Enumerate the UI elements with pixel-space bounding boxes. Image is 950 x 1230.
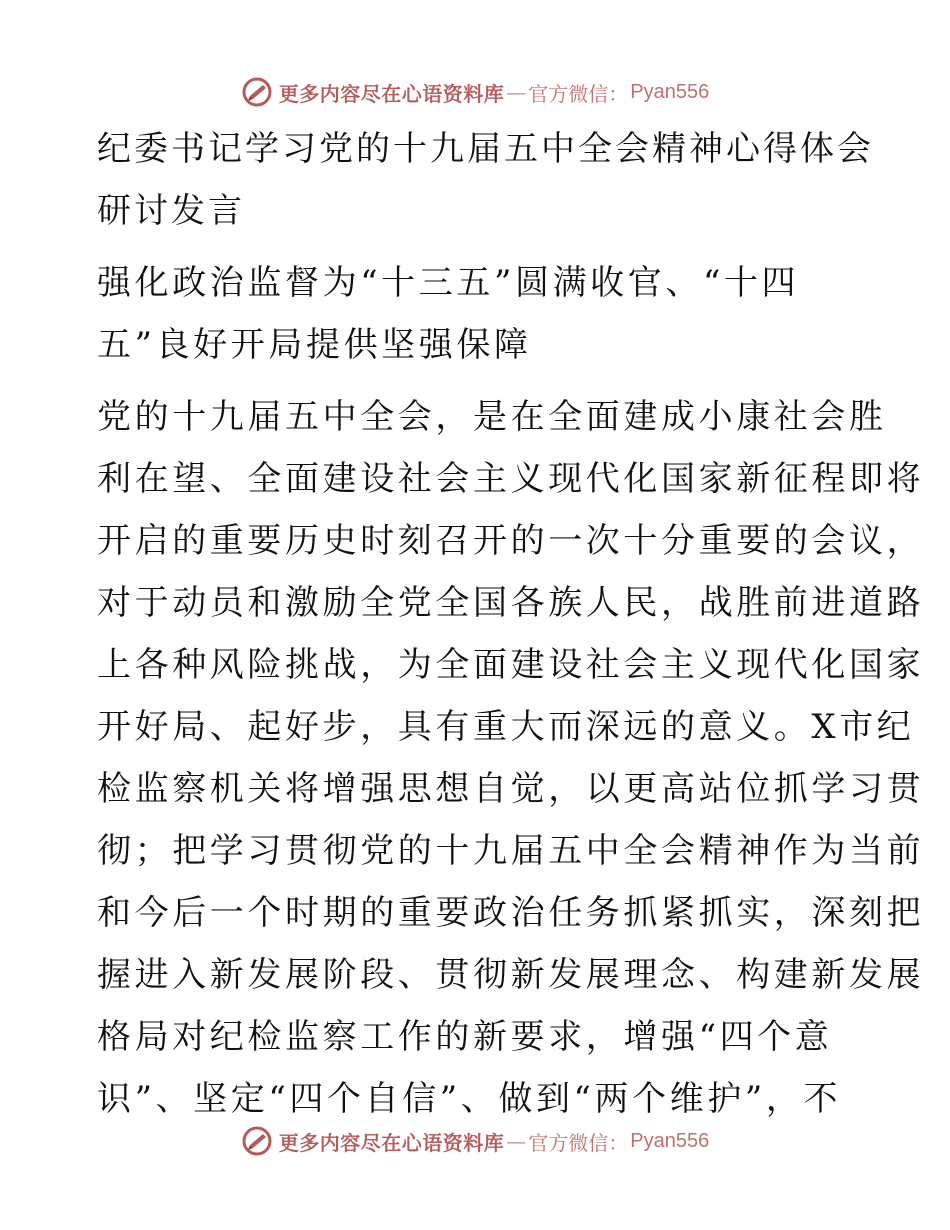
body-line: 格局对纪检监察工作的新要求，增强“四个意 [97, 1017, 833, 1057]
body-line: 利在望、全面建设社会主义现代化国家新征程即将 [97, 459, 925, 499]
banner-site-text: 更多内容尽在心语资料库 [278, 81, 505, 106]
banner-contact-id: Pyan556 [630, 1129, 710, 1152]
banner-contact-id: Pyan556 [630, 80, 710, 103]
book-pen-icon [241, 1125, 273, 1157]
document-body [97, 386, 925, 1130]
footer-banner [0, 1121, 950, 1161]
body-line: 对于动员和激励全党全国各族人民，战胜前进道路 [97, 583, 925, 623]
title-line: 研讨发言 [97, 191, 245, 231]
banner-separator: — [506, 1129, 527, 1153]
banner-contact-label: 官方微信： [528, 81, 629, 106]
body-line: 握进入新发展阶段、贯彻新发展理念、构建新发展 [97, 955, 925, 995]
body-line: 彻；把学习贯彻党的十九届五中全会精神作为当前 [97, 831, 925, 871]
header-banner [0, 72, 950, 112]
body-line: 开好局、起好步，具有重大而深远的意义。X市纪 [97, 707, 915, 747]
banner-separator: — [506, 80, 527, 104]
body-line: 检监察机关将增强思想自觉，以更高站位抓学习贯 [97, 769, 925, 809]
body-line: 开启的重要历史时刻召开的一次十分重要的会议， [97, 521, 925, 561]
subtitle-line: 强化政治监督为“十三五”圆满收官、“十四 [97, 263, 800, 303]
banner-contact-label: 官方微信： [528, 1130, 629, 1155]
body-line: 识”、坚定“四个自信”、做到“两个维护”，不 [97, 1079, 842, 1119]
body-line: 党的十九届五中全会，是在全面建成小康社会胜 [97, 397, 887, 437]
document-title [97, 118, 874, 242]
document-content [97, 118, 925, 1130]
title-line: 纪委书记学习党的十九届五中全会精神心得体会 [97, 129, 874, 169]
body-line: 和今后一个时期的重要政治任务抓紧抓实，深刻把 [97, 893, 925, 933]
document-subtitle [97, 252, 857, 376]
book-pen-icon [241, 76, 273, 108]
banner-site-text: 更多内容尽在心语资料库 [278, 1130, 505, 1155]
body-line: 上各种风险挑战，为全面建设社会主义现代化国家 [97, 645, 925, 685]
subtitle-line: 五”良好开局提供坚强保障 [97, 325, 532, 365]
